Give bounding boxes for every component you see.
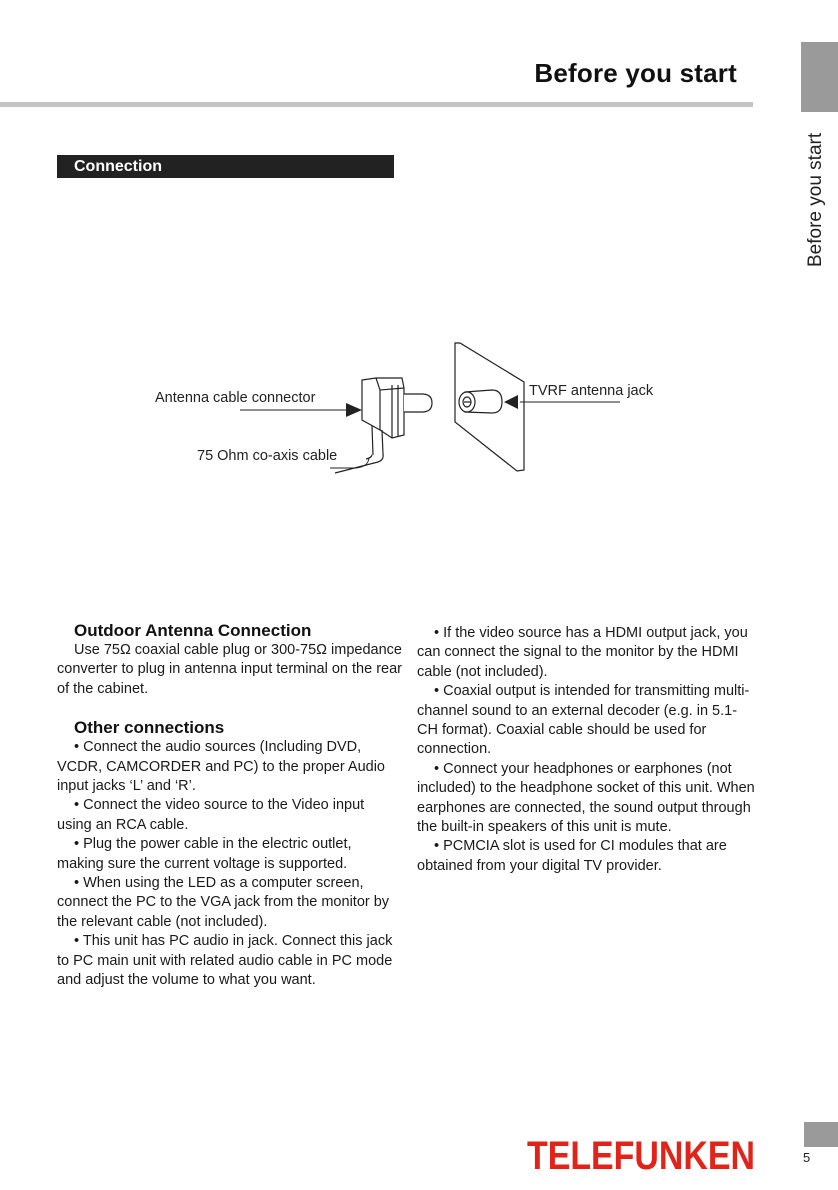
telefunken-logo (527, 1134, 755, 1178)
outdoor-antenna-text: Use 75Ω coaxial cable plug or 300-75Ω impedance converter to plug in antenna input terminal on the rear of the cabinet. (57, 642, 402, 697)
page-title: Before you start (534, 58, 737, 88)
label-coaxial-cable: 75 Ohm co-axis cable (197, 448, 338, 464)
other-connections-heading: Other connections (74, 718, 225, 738)
list-item: • When using the LED as a computer screen, connect the PC to the VGA jack from the monitor by the relevant cable (not included). (57, 875, 390, 930)
label-antenna-cable-connector: Antenna cable connector (155, 390, 316, 406)
list-item: • Coaxial output is intended for transmitting multi-channel sound to an external decoder (e.g. in 5.1-CH format). Coaxial cable should be used for connection. (417, 683, 750, 758)
right-column (417, 624, 757, 876)
antenna-connection-diagram (140, 330, 700, 500)
section-header-connection: Connection (57, 155, 394, 178)
list-item: • This unit has PC audio in jack. Connect this jack to PC main unit with related audio cable in PC mode and adjust the volume to what you want. (57, 933, 393, 989)
list-item: • PCMCIA slot is used for CI modules that are obtained from your digital TV provider. (417, 838, 727, 874)
page-number-tab (804, 1122, 838, 1147)
page-number: 5 (803, 1150, 811, 1165)
list-item: • Connect the video source to the Video input using an RCA cable. (57, 797, 365, 833)
brand-wordmark: TELEFUNKEN (527, 1134, 755, 1178)
list-item: • Plug the power cable in the electric outlet, making sure the current voltage is supported. (57, 836, 352, 872)
antenna-diagram-drawing (140, 330, 700, 500)
side-section-label: Before you start (805, 132, 826, 267)
list-item: • Connect your headphones or earphones (not included) to the headphone socket of this unit. When earphones are connected, the sound output through the built-in speakers of this unit is mute. (417, 760, 755, 836)
list-item: • Connect the audio sources (Including DVD, VCDR, CAMCORDER and PC) to the proper Audio input jacks ‘L’ and ‘R’. (57, 739, 385, 795)
outdoor-antenna-heading: Outdoor Antenna Connection (74, 621, 312, 640)
label-tvrf-antenna-jack: TVRF antenna jack (529, 383, 654, 399)
list-item: • If the video source has a HDMI output jack, you can connect the signal to the monitor by the HDMI cable (not included). (417, 625, 748, 680)
title-rule (0, 102, 753, 107)
left-column (57, 621, 402, 991)
